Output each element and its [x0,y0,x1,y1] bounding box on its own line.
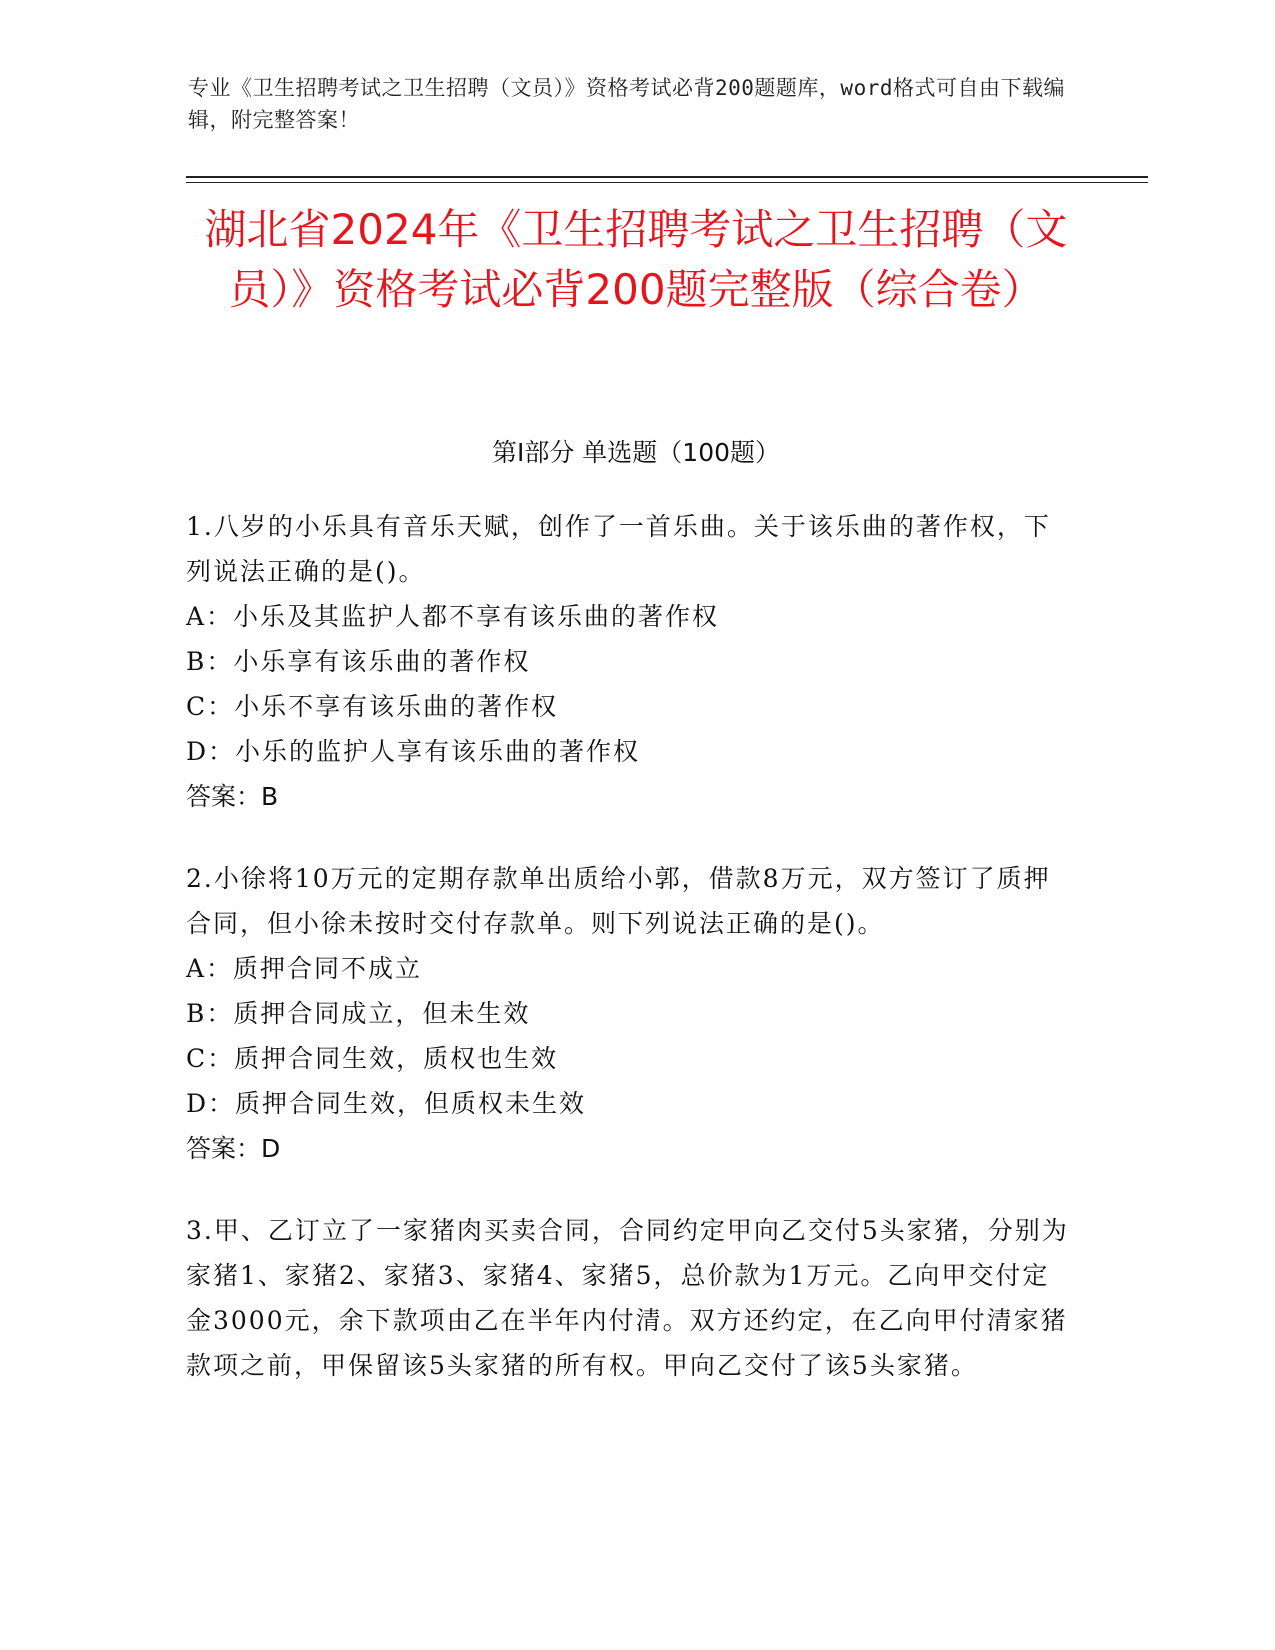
section-title: 第I部分 单选题（100题） [491,438,781,467]
option-c: C：小乐不享有该乐曲的著作权 [186,692,559,721]
header-note: 专业《卫生招聘考试之卫生招聘（文员）》资格考试必背200题题库，word格式可自由下载编辑，附完整答案！ [188,76,1065,132]
question-1 [186,504,1076,819]
option-b: B：小乐享有该乐曲的著作权 [186,647,531,676]
question-3 [186,1208,1076,1388]
question-2 [186,856,1076,1171]
header-rule-thick [186,176,1148,178]
option-d: D：小乐的监护人享有该乐曲的著作权 [186,737,641,766]
option-c: C：质押合同生效，质权也生效 [186,1044,559,1073]
option-a: A：小乐及其监护人都不享有该乐曲的著作权 [186,602,720,631]
option-d: D：质押合同生效，但质权未生效 [186,1089,587,1118]
option-a: A：质押合同不成立 [186,954,423,983]
header-rule-thin [186,182,1148,183]
answer: 答案：B [186,782,279,811]
question-stem: 1.八岁的小乐具有音乐天赋，创作了一首乐曲。关于该乐曲的著作权，下列说法正确的是()。 [186,512,1051,586]
question-stem: 3.甲、乙订立了一家猪肉买卖合同，合同约定甲向乙交付5头家猪，分别为家猪1、家猪2、家猪3、家猪4、家猪5，总价款为1万元。乙向甲交付定金3000元，余下款项由乙在半年内付清。双方还约定，在乙向甲付清家猪款项之前，甲保留该5头家猪的所有权。甲向乙交付了该5头家猪。 [186,1216,1069,1380]
answer: 答案：D [186,1134,281,1163]
document-title: 湖北省2024年《卫生招聘考试之卫生招聘（文员）》资格考试必背200题完整版（综合卷） [204,205,1068,314]
option-b: B：质押合同成立，但未生效 [186,999,531,1028]
question-stem: 2.小徐将10万元的定期存款单出质给小郭，借款8万元，双方签订了质押合同，但小徐未按时交付存款单。则下列说法正确的是()。 [186,864,1051,938]
